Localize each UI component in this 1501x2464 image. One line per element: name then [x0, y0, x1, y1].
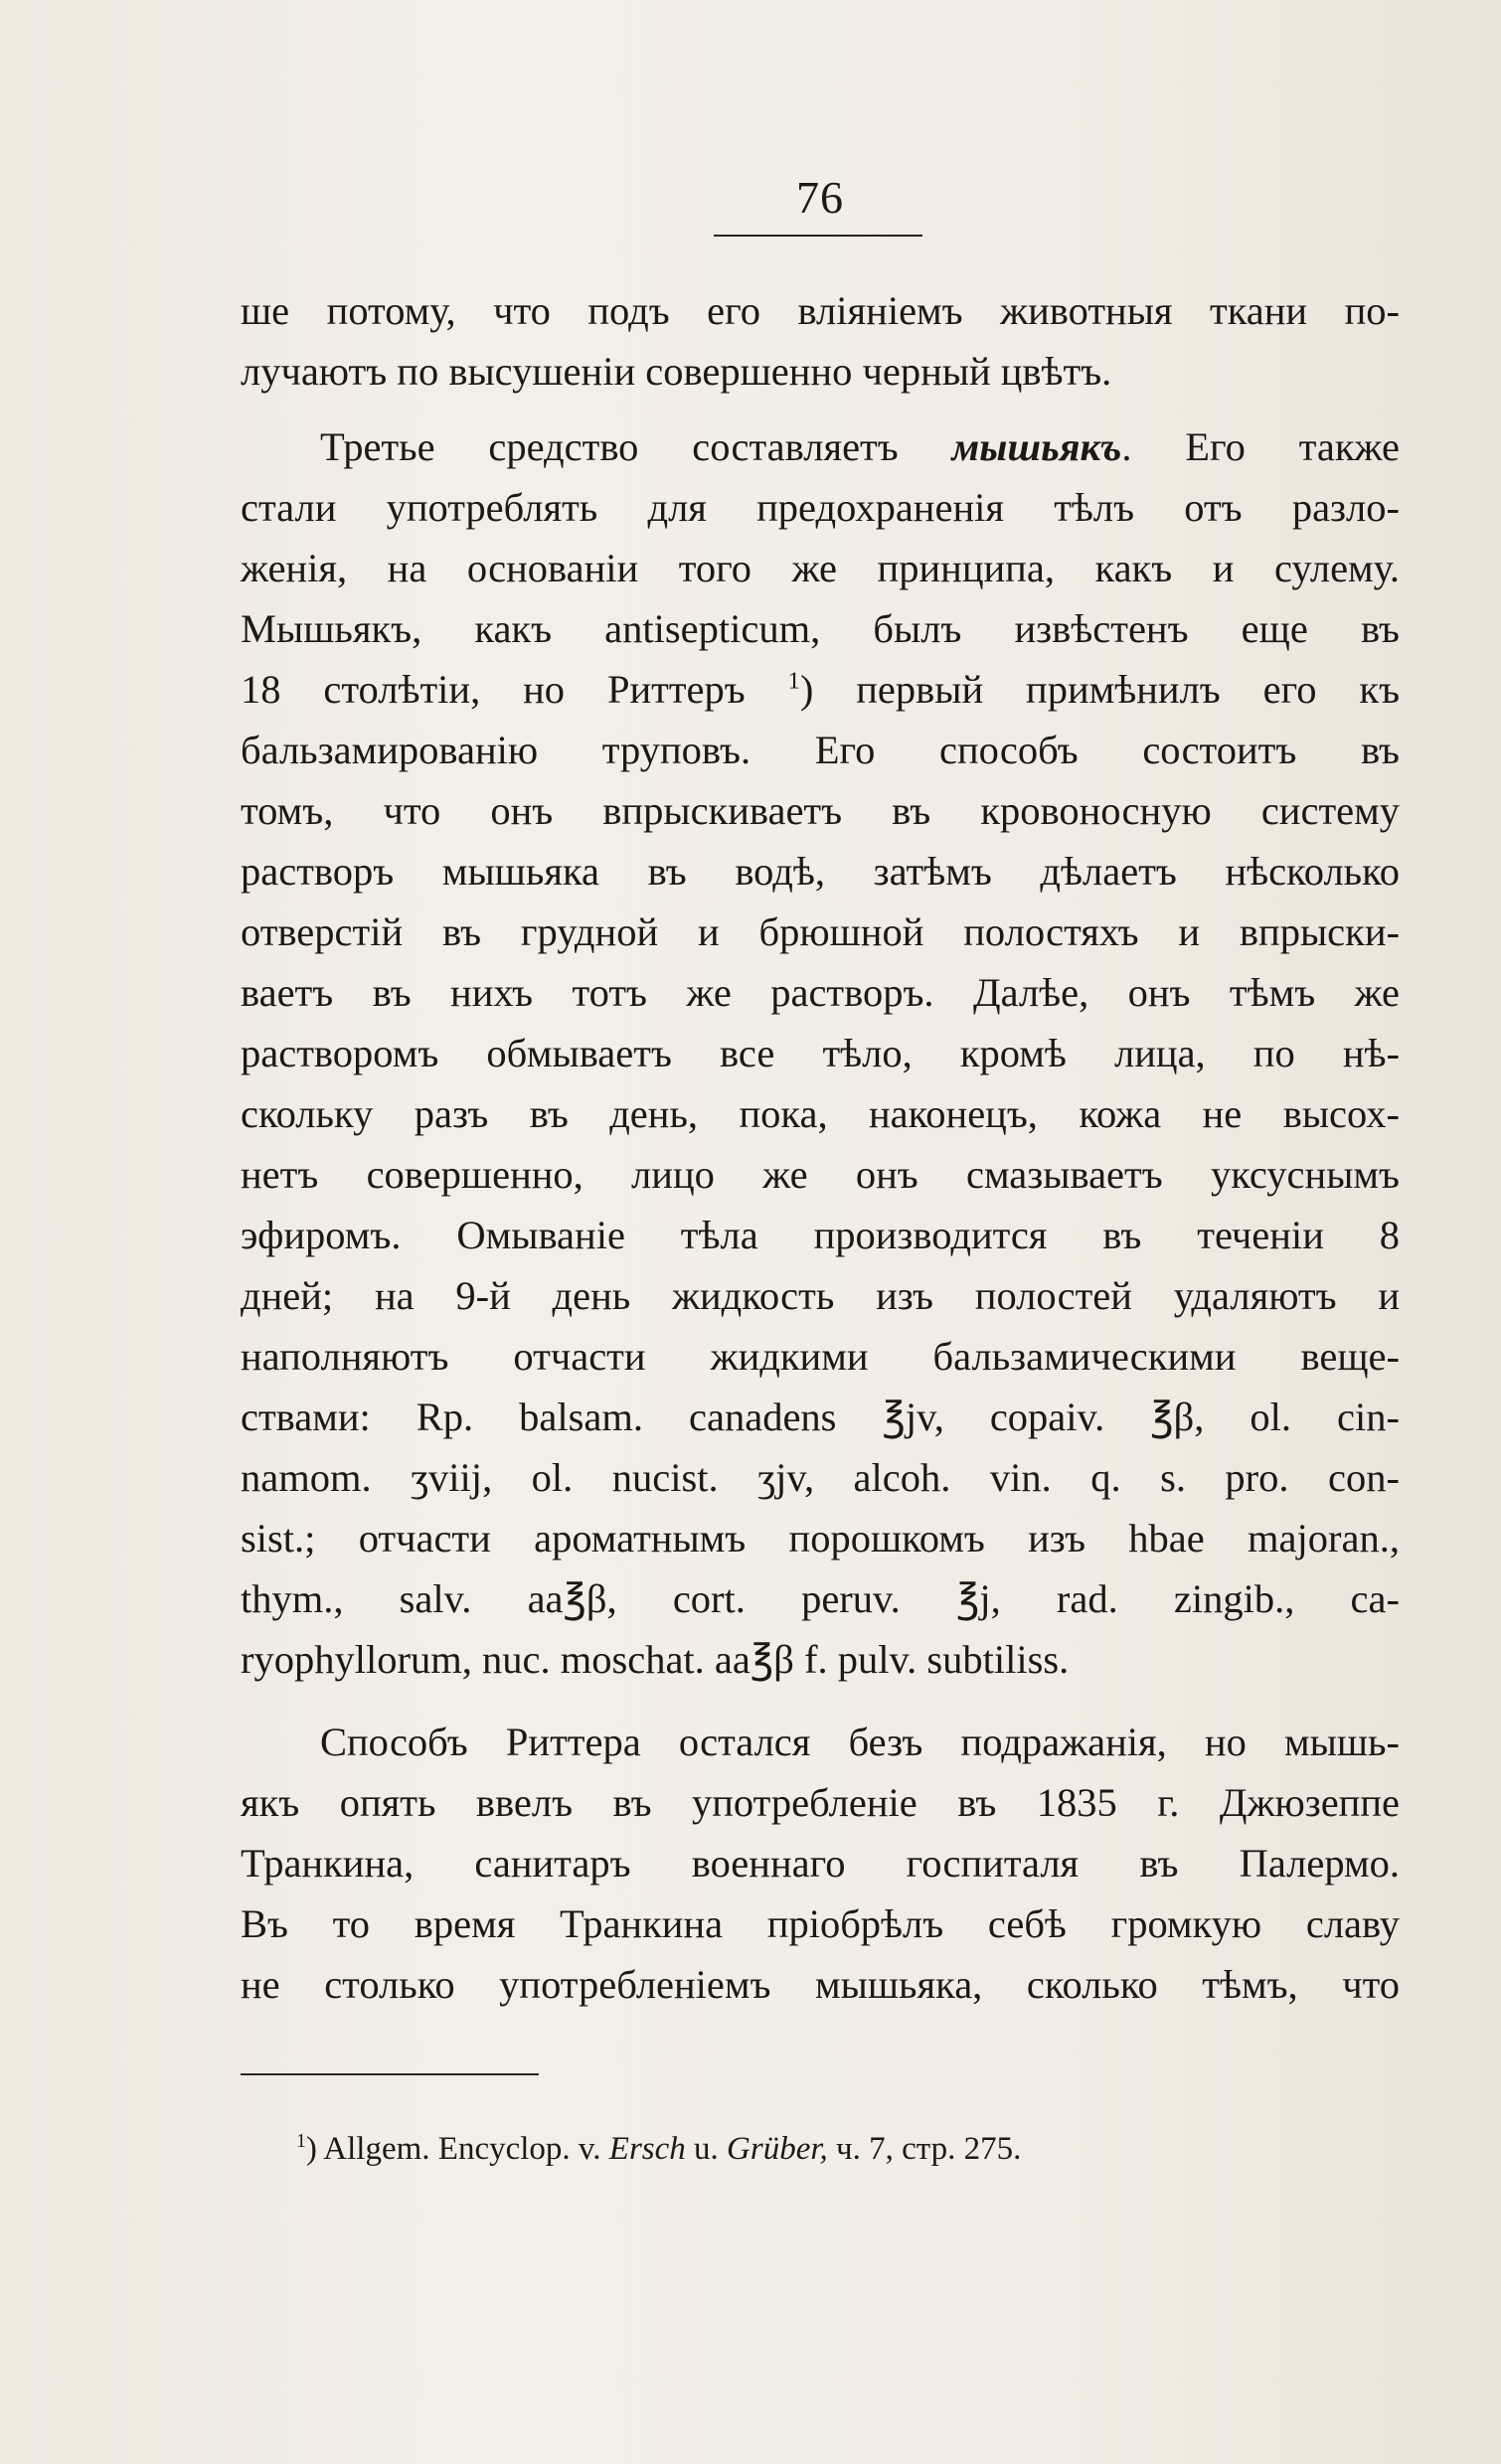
text-line: эфиромъ. Омываніе тѣла производится въ теченіи 8 — [241, 1213, 1400, 1257]
text-line — [320, 416, 1400, 478]
text-span: ) первый примѣнилъ его къ — [799, 667, 1401, 712]
text-line: дней; на 9-й день жидкость изъ полостей удаляютъ и — [241, 1273, 1400, 1318]
text-line: Транкина, санитаръ военнаго госпиталя въ Палермо. — [241, 1841, 1400, 1886]
page-number: 76 — [796, 172, 844, 223]
text-span: . Его также — [1121, 424, 1400, 469]
text-line: бальзамированію труповъ. Его способъ состоитъ въ — [241, 728, 1400, 772]
text-line: ше потому, что подъ его вліяніемъ животныя ткани по- — [241, 288, 1400, 333]
text-line: растворъ мышьяка въ водѣ, затѣмъ дѣлаетъ нѣсколько — [241, 849, 1400, 894]
text-span: 18 столѣтіи, но Риттеръ — [241, 667, 746, 712]
footnote-author: Ersch — [608, 2131, 686, 2167]
text-line: Мышьякъ, какъ antisepticum, былъ извѣстенъ еще въ — [241, 606, 1400, 651]
text-line: отверстій въ грудной и брюшной полостяхъ и впрыски- — [241, 909, 1400, 954]
text-line: скольку разъ въ день, пока, наконецъ, кожа не высох- — [241, 1091, 1400, 1136]
text-line — [241, 659, 1400, 721]
footnote-text: ) Allgem. Encyclop. v. — [305, 2131, 609, 2167]
text-line: наполняютъ отчасти жидкими бальзамическими веще- — [241, 1334, 1400, 1379]
text-line: нетъ совершенно, лицо же онъ смазываетъ уксуснымъ — [241, 1152, 1400, 1197]
emphasized-term: мышьякъ — [951, 424, 1122, 469]
text-line: томъ, что онъ впрыскиваетъ въ кровоносную систему — [241, 788, 1400, 833]
text-line: растворомъ обмываетъ все тѣло, кромѣ лица, по нѣ- — [241, 1031, 1400, 1075]
text-line: ствами: Rp. balsam. canadens ℥jv, copaiv. ℥β, ol. cin- — [241, 1395, 1400, 1439]
text-line: лучаютъ по высушеніи совершенно черный цвѣтъ. — [241, 349, 1112, 394]
text-line: женія, на основаніи того же принципа, какъ и сулему. — [241, 546, 1400, 590]
text-line: sist.; отчасти ароматнымъ порошкомъ изъ hbae majoran., — [241, 1516, 1400, 1561]
footnote — [296, 2127, 1021, 2171]
text-span: Третье средство составляетъ — [320, 424, 899, 469]
footnote-rule — [241, 2073, 539, 2075]
footnote-text: ч. 7, стр. 275. — [827, 2131, 1022, 2167]
footnote-text: u. — [685, 2131, 728, 2167]
text-line: ryophyllorum, nuc. moschat. aa℥β f. pulv. subtiliss. — [241, 1637, 1070, 1682]
text-line: стали употреблять для предохраненія тѣлъ отъ разло- — [241, 485, 1400, 530]
text-line: якъ опять ввелъ въ употребленіе въ 1835 г. Джюзеппе — [241, 1780, 1400, 1825]
text-line: thym., salv. aa℥β, cort. peruv. ℥j, rad. zingib., ca- — [241, 1576, 1400, 1621]
footnote-reference: 1 — [787, 667, 800, 695]
text-line: namom. ʒviij, ol. nucist. ʒjv, alcoh. vin. q. s. pro. con- — [241, 1455, 1400, 1500]
text-line: не столько употребленіемъ мышьяка, сколько тѣмъ, что — [241, 1962, 1400, 2007]
text-line: Способъ Риттера остался безъ подражанія, но мышь- — [320, 1720, 1400, 1764]
page-number-rule — [714, 235, 922, 237]
text-line: ваетъ въ нихъ тотъ же растворъ. Далѣе, онъ тѣмъ же — [241, 970, 1400, 1015]
footnote-marker: 1 — [296, 2130, 306, 2153]
text-line: Въ то время Транкина пріобрѣлъ себѣ громкую славу — [241, 1901, 1400, 1946]
footnote-author: Grüber, — [727, 2131, 828, 2167]
